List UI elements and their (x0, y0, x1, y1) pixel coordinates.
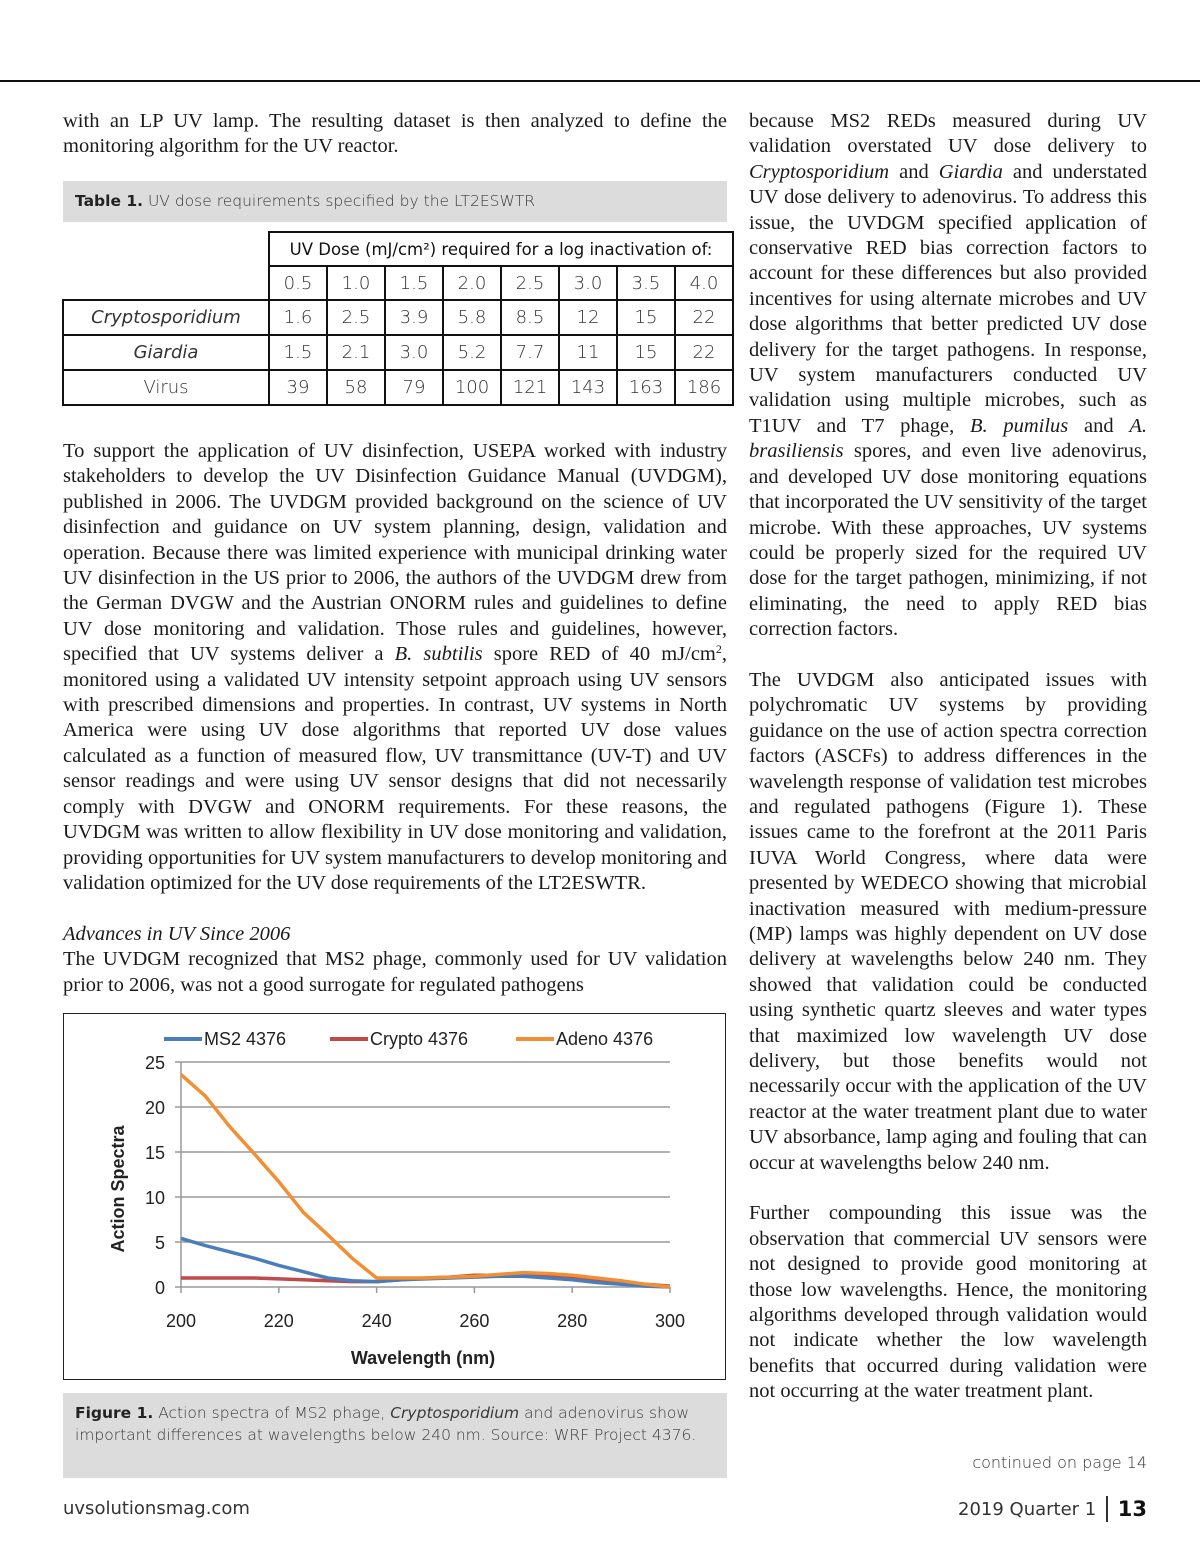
log-level-cell: 0.5 (269, 266, 327, 300)
table-cell: 8.5 (501, 300, 559, 335)
table-cell: 2.5 (327, 300, 385, 335)
section-heading: Advances in UV Since 2006 (63, 922, 291, 945)
table-cell: 3.0 (385, 335, 443, 370)
table-cell: 5.8 (443, 300, 501, 335)
y-tick-label: 0 (154, 1278, 165, 1298)
x-tick-label: 280 (557, 1311, 588, 1331)
table-cell: 143 (559, 370, 617, 405)
y-tick-label: 20 (144, 1098, 165, 1118)
legend-label: MS2 4376 (204, 1029, 287, 1049)
table-caption (63, 181, 727, 222)
intro-paragraph: with an LP UV lamp. The resulting dataset is then analyzed to define the monitoring algorithm for the UV reactor. (63, 110, 727, 158)
log-level-cell: 4.0 (675, 266, 733, 300)
paragraph: To support the application of UV disinfection, USEPA worked with industry stakeholders to develop the UV Disinfection Guidance Manual (UVDGM), published in 2006. The UVDGM provided background on the science of UV disinfection and guidance on UV system planning, design, validation and operation. Because there was limited experience with municipal drinking water UV disinfection in the US prior to 2006, the authors of the UVDGM drew from the German DVGW and the Austrian ONORM rules and guidelines to define UV dose monitoring and validation. Those rules and guidelines, however, specified that UV systems deliver a B. subtilis spore RED of 40 $mJ/cm^2$, monitored using a validated UV intensity setpoint approach using UV sensors with prescribed dimensions and properties. In contrast, UV systems in North America were using UV dose algorithms that reported UV dose values calculated as a function of measured flow, UV transmittance (UV-T) and UV sensor readings and were using UV sensor designs that did not necessarily comply with DVGW and ONORM requirements. For these reasons, the UVDGM was written to allow flexibility in UV dose monitoring and validation, providing opportunities for UV system manufacturers to develop monitoring and validation optimized for the UV dose requirements of the LT2ESWTR. (63, 440, 727, 894)
log-level-cell: 1.0 (327, 266, 385, 300)
paragraph: The UVDGM recognized that MS2 phage, commonly used for UV validation prior to 2006, was not a good surrogate for regulated pathogens (63, 948, 727, 996)
x-tick-label: 220 (263, 1311, 294, 1331)
table-cell: 11 (559, 335, 617, 370)
log-level-cell: 2.0 (443, 266, 501, 300)
left-column-body (63, 439, 727, 998)
right-column (749, 109, 1147, 1405)
paragraph: Further compounding this issue was the observation that commercial UV sensors were not designed to provide good monitoring at those low wavelengths. Hence, the monitoring algorithms developed through validation would not indicate whether the low wavelength benefits that occurred during validation were not occurring at the water treatment plant. (749, 1202, 1147, 1403)
footer-divider (1106, 1496, 1108, 1522)
table-cell: 1.5 (269, 335, 327, 370)
row-label: Giardia (63, 335, 269, 370)
table-cell: 163 (617, 370, 675, 405)
table-cell: 3.9 (385, 300, 443, 335)
action-spectra-chart (64, 1014, 724, 1378)
y-tick-label: 10 (144, 1188, 165, 1208)
table-header: UV Dose (mJ/cm²) required for a log inactivation of: (269, 232, 733, 266)
table-cell: 12 (559, 300, 617, 335)
table-cell: 2.1 (327, 335, 385, 370)
table-cell: 22 (675, 300, 733, 335)
header-rule (0, 80, 1200, 82)
figure-1-chart (63, 1013, 726, 1380)
log-level-cell: 3.0 (559, 266, 617, 300)
table-cell: 1.6 (269, 300, 327, 335)
table-cell: 39 (269, 370, 327, 405)
y-tick-label: 15 (144, 1143, 165, 1163)
continued-note: continued on page 14 (972, 1453, 1147, 1472)
table-cell: 22 (675, 335, 733, 370)
paragraph: because MS2 REDs measured during UV validation overstated UV dose delivery to Cryptosporidium and Giardia and understated UV dose delivery to adenovirus. To address this issue, the UVDGM specified application of conservative RED bias correction factors to account for these differences but also provided incentives for using alternate microbes and UV dose algorithms that better predicted UV dose delivery for the target pathogens. In response, UV system manufacturers conducted UV validation using multiple microbes, such as T1UV and T7 phage, B. pumilus and A. brasiliensis spores, and even live adenovirus, and developed UV dose monitoring equations that incorporated the UV sensitivity of the target microbe. With these approaches, UV systems could be properly sized for the required UV dose for the target pathogen, minimizing, if not eliminating, the need to apply RED bias correction factors. (749, 110, 1147, 641)
y-tick-label: 25 (144, 1053, 165, 1073)
issue-label: 2019 Quarter 1 (958, 1498, 1097, 1520)
table-caption-text: UV dose requirements specified by the LT2ESWTR (143, 192, 536, 210)
table-cell: 58 (327, 370, 385, 405)
table-cell: 5.2 (443, 335, 501, 370)
table-cell: 15 (617, 300, 675, 335)
x-tick-label: 240 (361, 1311, 392, 1331)
figure-caption: Figure 1. Action spectra of MS2 phage, Cryptosporidium and adenovirus show important differences at wavelengths below 240 nm. Source: WRF Project 4376. (63, 1393, 727, 1478)
table-cell: 186 (675, 370, 733, 405)
log-level-cell: 1.5 (385, 266, 443, 300)
table-row (63, 300, 733, 335)
x-tick-label: 200 (165, 1311, 197, 1331)
uv-dose-table (62, 231, 734, 406)
y-axis-label: Action Spectra (108, 1125, 128, 1253)
table-cell: 121 (501, 370, 559, 405)
left-column-intro (63, 109, 727, 160)
log-level-cell: 3.5 (617, 266, 675, 300)
table-cell: 15 (617, 335, 675, 370)
table-header-row (63, 232, 733, 266)
footer-issue (958, 1496, 1147, 1522)
row-label: Cryptosporidium (63, 300, 269, 335)
table-row (63, 335, 733, 370)
y-tick-label: 5 (154, 1233, 165, 1253)
log-level-cell: 2.5 (501, 266, 559, 300)
table-cell: 7.7 (501, 335, 559, 370)
x-tick-label: 300 (654, 1311, 686, 1331)
row-label: Virus (63, 370, 269, 405)
page-number: 13 (1117, 1497, 1147, 1521)
log-level-row (63, 266, 733, 300)
footer-website: uvsolutionsmag.com (63, 1498, 250, 1519)
table-cell: 79 (385, 370, 443, 405)
table-caption-label: Table 1. (75, 192, 144, 210)
legend-label: Crypto 4376 (370, 1029, 469, 1049)
legend-label: Adeno 4376 (556, 1029, 654, 1049)
table-cell: 100 (443, 370, 501, 405)
x-tick-label: 260 (459, 1311, 490, 1331)
x-axis-label: Wavelength (nm) (350, 1348, 496, 1368)
table-row (63, 370, 733, 405)
paragraph: The UVDGM also anticipated issues with polychromatic UV systems by providing guidance on the use of action spectra correction factors (ASCFs) to address differences in the wavelength response of validation test microbes and regulated pathogens (Figure 1). These issues came to the forefront at the 2011 Paris IUVA World Congress, where data were presented by WEDECO showing that microbial inactivation measured with medium-pressure (MP) lamps was highly dependent on UV dose delivery at wavelengths below 240 nm. They showed that validation could be conducted using synthetic quartz sleeves and water types that maximized low wavelength UV dose delivery, but those benefits would not necessarily occur with the application of the UV reactor at the water treatment plant due to water UV absorbance, lamp aging and fouling that can occur at wavelengths below 240 nm. (749, 668, 1147, 1174)
